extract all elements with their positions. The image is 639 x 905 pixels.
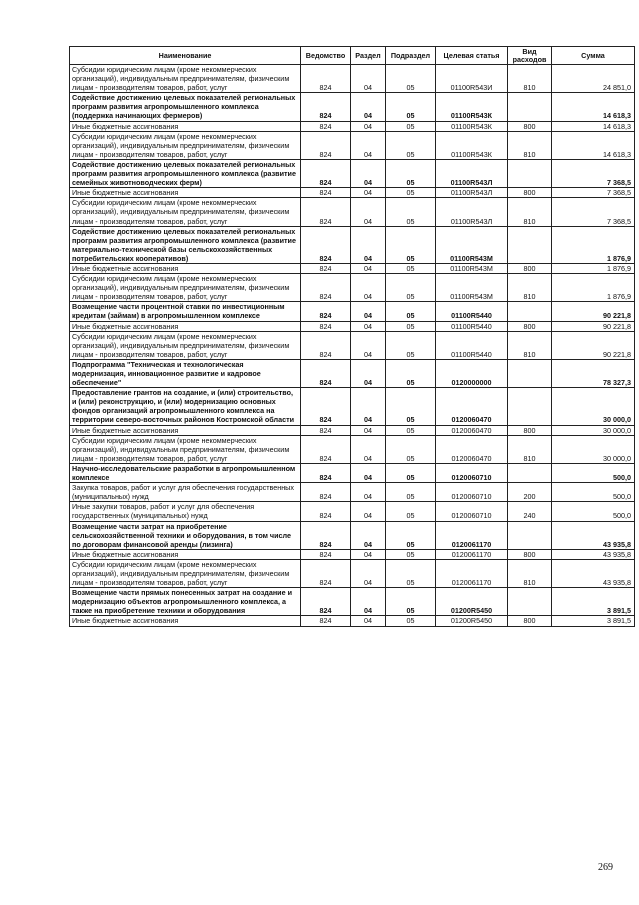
table-row <box>70 425 635 435</box>
cell-dept: 824 <box>301 331 351 359</box>
table-row <box>70 65 635 93</box>
cell-subsection: 05 <box>386 274 436 302</box>
table-row <box>70 188 635 198</box>
cell-target: 0120060710 <box>436 502 508 521</box>
cell-subsection: 05 <box>386 616 436 626</box>
table-row <box>70 302 635 321</box>
cell-subsection: 05 <box>386 121 436 131</box>
cell-subsection: 05 <box>386 198 436 226</box>
cell-name: Иные бюджетные ассигнования <box>70 263 301 273</box>
cell-exp-type: 810 <box>508 65 552 93</box>
cell-section: 04 <box>351 616 386 626</box>
table-row <box>70 93 635 121</box>
cell-dept: 824 <box>301 463 351 482</box>
cell-name: Возмещение части процентной ставки по инвестиционным кредитам (займам) в агропромышленном комплексе <box>70 302 301 321</box>
cell-subsection: 05 <box>386 388 436 425</box>
cell-sum: 14 618,3 <box>552 131 635 159</box>
cell-dept: 824 <box>301 502 351 521</box>
table-row <box>70 359 635 387</box>
cell-dept: 824 <box>301 359 351 387</box>
cell-target: 01100R543Л <box>436 159 508 187</box>
cell-sum: 7 368,5 <box>552 188 635 198</box>
cell-exp-type <box>508 159 552 187</box>
cell-subsection: 05 <box>386 559 436 587</box>
cell-name: Научно-исследовательские разработки в агропромышленном комплексе <box>70 463 301 482</box>
cell-sum: 90 221,8 <box>552 321 635 331</box>
cell-dept: 824 <box>301 188 351 198</box>
cell-exp-type: 800 <box>508 616 552 626</box>
cell-target: 01200R5450 <box>436 588 508 616</box>
table-row <box>70 502 635 521</box>
cell-subsection: 05 <box>386 131 436 159</box>
cell-exp-type <box>508 588 552 616</box>
header-target: Целевая статья <box>436 47 508 65</box>
cell-name: Закупка товаров, работ и услуг для обеспечения государственных (муниципальных) нужд <box>70 483 301 502</box>
cell-section: 04 <box>351 425 386 435</box>
cell-dept: 824 <box>301 388 351 425</box>
cell-dept: 824 <box>301 435 351 463</box>
cell-target: 01100R543К <box>436 121 508 131</box>
cell-target: 0120000000 <box>436 359 508 387</box>
cell-sum: 30 000,0 <box>552 435 635 463</box>
cell-subsection: 05 <box>386 302 436 321</box>
cell-sum: 3 891,5 <box>552 588 635 616</box>
cell-name: Иные бюджетные ассигнования <box>70 425 301 435</box>
cell-target: 0120060710 <box>436 463 508 482</box>
cell-section: 04 <box>351 502 386 521</box>
cell-name: Субсидии юридическим лицам (кроме некоммерческих организаций), индивидуальным предпринимателям, физическим лицам - производителям товаров, работ, услуг <box>70 274 301 302</box>
cell-exp-type: 200 <box>508 483 552 502</box>
cell-subsection: 05 <box>386 65 436 93</box>
cell-section: 04 <box>351 226 386 263</box>
cell-target: 01200R5450 <box>436 616 508 626</box>
cell-name: Субсидии юридическим лицам (кроме некоммерческих организаций), индивидуальным предпринимателям, физическим лицам - производителям товаров, работ, услуг <box>70 198 301 226</box>
cell-exp-type <box>508 302 552 321</box>
cell-sum: 7 368,5 <box>552 159 635 187</box>
cell-dept: 824 <box>301 549 351 559</box>
cell-target: 01100R5440 <box>436 331 508 359</box>
header-dept: Ведомство <box>301 47 351 65</box>
cell-target: 01100R543М <box>436 226 508 263</box>
cell-section: 04 <box>351 435 386 463</box>
cell-exp-type: 810 <box>508 559 552 587</box>
header-subsection: Подраздел <box>386 47 436 65</box>
cell-target: 01100R543К <box>436 131 508 159</box>
table-row <box>70 521 635 549</box>
cell-target: 01100R5440 <box>436 321 508 331</box>
cell-target: 0120060470 <box>436 425 508 435</box>
cell-sum: 30 000,0 <box>552 388 635 425</box>
cell-name: Содействие достижению целевых показателей региональных программ развития агропромышленного комплекса (развитие материально-технической базы сельскохозяйственных потребительских кооперативов) <box>70 226 301 263</box>
page-number: 269 <box>598 862 613 873</box>
table-row <box>70 274 635 302</box>
cell-section: 04 <box>351 188 386 198</box>
cell-name: Возмещение части затрат на приобретение сельскохозяйственной техники и оборудования, в том числе по договорам финансовой аренды (лизинга) <box>70 521 301 549</box>
cell-subsection: 05 <box>386 588 436 616</box>
cell-sum: 43 935,8 <box>552 549 635 559</box>
cell-section: 04 <box>351 302 386 321</box>
cell-name: Иные бюджетные ассигнования <box>70 188 301 198</box>
cell-name: Содействие достижению целевых показателей региональных программ развития агропромышленного комплекса (поддержка начинающих фермеров) <box>70 93 301 121</box>
table-row <box>70 198 635 226</box>
cell-name: Предоставление грантов на создание, и (или) строительство, и (или) реконструкцию, и (или) модернизацию основных фондов организаций агропромышленного комплекса на территории северо-восточных районов Костромской области <box>70 388 301 425</box>
cell-target: 0120061170 <box>436 521 508 549</box>
cell-name: Иные бюджетные ассигнования <box>70 549 301 559</box>
cell-subsection: 05 <box>386 93 436 121</box>
cell-subsection: 05 <box>386 435 436 463</box>
cell-target: 0120060470 <box>436 435 508 463</box>
cell-exp-type: 800 <box>508 121 552 131</box>
cell-dept: 824 <box>301 559 351 587</box>
cell-section: 04 <box>351 274 386 302</box>
cell-target: 01100R5440 <box>436 302 508 321</box>
cell-target: 01100R543Л <box>436 198 508 226</box>
cell-subsection: 05 <box>386 521 436 549</box>
cell-subsection: 05 <box>386 159 436 187</box>
cell-subsection: 05 <box>386 331 436 359</box>
cell-exp-type <box>508 388 552 425</box>
cell-exp-type: 810 <box>508 274 552 302</box>
cell-section: 04 <box>351 121 386 131</box>
cell-sum: 43 935,8 <box>552 559 635 587</box>
cell-exp-type: 240 <box>508 502 552 521</box>
cell-sum: 1 876,9 <box>552 274 635 302</box>
cell-section: 04 <box>351 198 386 226</box>
cell-dept: 824 <box>301 121 351 131</box>
cell-subsection: 05 <box>386 226 436 263</box>
cell-subsection: 05 <box>386 502 436 521</box>
cell-target: 01100R543Л <box>436 188 508 198</box>
cell-section: 04 <box>351 521 386 549</box>
cell-name: Иные закупки товаров, работ и услуг для обеспечения государственных (муниципальных) нужд <box>70 502 301 521</box>
cell-sum: 14 618,3 <box>552 121 635 131</box>
cell-name: Субсидии юридическим лицам (кроме некоммерческих организаций), индивидуальным предпринимателям, физическим лицам - производителям товаров, работ, услуг <box>70 65 301 93</box>
cell-subsection: 05 <box>386 463 436 482</box>
cell-dept: 824 <box>301 159 351 187</box>
cell-sum: 3 891,5 <box>552 616 635 626</box>
table-row <box>70 463 635 482</box>
cell-section: 04 <box>351 263 386 273</box>
cell-dept: 824 <box>301 483 351 502</box>
cell-target: 01100R543К <box>436 93 508 121</box>
cell-section: 04 <box>351 588 386 616</box>
cell-target: 01100R543И <box>436 65 508 93</box>
cell-exp-type: 800 <box>508 321 552 331</box>
table-row <box>70 226 635 263</box>
cell-sum: 500,0 <box>552 483 635 502</box>
cell-exp-type: 800 <box>508 549 552 559</box>
cell-sum: 43 935,8 <box>552 521 635 549</box>
cell-dept: 824 <box>301 425 351 435</box>
header-sum: Сумма <box>552 47 635 65</box>
cell-exp-type <box>508 463 552 482</box>
cell-exp-type: 800 <box>508 425 552 435</box>
cell-exp-type: 800 <box>508 263 552 273</box>
cell-section: 04 <box>351 359 386 387</box>
cell-target: 0120060710 <box>436 483 508 502</box>
cell-target: 01100R543М <box>436 263 508 273</box>
cell-section: 04 <box>351 331 386 359</box>
header-row <box>70 47 635 65</box>
cell-sum: 500,0 <box>552 463 635 482</box>
table-row <box>70 121 635 131</box>
cell-dept: 824 <box>301 65 351 93</box>
cell-dept: 824 <box>301 302 351 321</box>
cell-name: Субсидии юридическим лицам (кроме некоммерческих организаций), индивидуальным предпринимателям, физическим лицам - производителям товаров, работ, услуг <box>70 559 301 587</box>
cell-name: Возмещение части прямых понесенных затрат на создание и модернизацию объектов агропромышленного комплекса, а также на приобретение техники и оборудования <box>70 588 301 616</box>
cell-exp-type: 810 <box>508 435 552 463</box>
cell-section: 04 <box>351 65 386 93</box>
cell-exp-type <box>508 93 552 121</box>
header-exp-type: Вид расходов <box>508 47 552 65</box>
table-row <box>70 588 635 616</box>
table-body <box>70 65 635 627</box>
table-row <box>70 321 635 331</box>
cell-subsection: 05 <box>386 425 436 435</box>
cell-name: Субсидии юридическим лицам (кроме некоммерческих организаций), индивидуальным предпринимателям, физическим лицам - производителям товаров, работ, услуг <box>70 131 301 159</box>
cell-section: 04 <box>351 483 386 502</box>
cell-dept: 824 <box>301 588 351 616</box>
table-row <box>70 388 635 425</box>
cell-exp-type: 810 <box>508 198 552 226</box>
cell-exp-type <box>508 521 552 549</box>
cell-exp-type: 810 <box>508 331 552 359</box>
cell-dept: 824 <box>301 263 351 273</box>
cell-target: 0120061170 <box>436 559 508 587</box>
cell-dept: 824 <box>301 198 351 226</box>
header-name: Наименование <box>70 47 301 65</box>
cell-exp-type <box>508 226 552 263</box>
cell-name: Субсидии юридическим лицам (кроме некоммерческих организаций), индивидуальным предпринимателям, физическим лицам - производителям товаров, работ, услуг <box>70 435 301 463</box>
table-row <box>70 483 635 502</box>
cell-subsection: 05 <box>386 359 436 387</box>
cell-subsection: 05 <box>386 549 436 559</box>
table-row <box>70 159 635 187</box>
table-row <box>70 549 635 559</box>
cell-sum: 78 327,3 <box>552 359 635 387</box>
cell-dept: 824 <box>301 616 351 626</box>
table-row <box>70 616 635 626</box>
table-row <box>70 435 635 463</box>
cell-section: 04 <box>351 131 386 159</box>
cell-dept: 824 <box>301 321 351 331</box>
cell-target: 0120060470 <box>436 388 508 425</box>
cell-sum: 500,0 <box>552 502 635 521</box>
table-row <box>70 263 635 273</box>
cell-name: Иные бюджетные ассигнования <box>70 321 301 331</box>
header-section: Раздел <box>351 47 386 65</box>
cell-dept: 824 <box>301 521 351 549</box>
cell-subsection: 05 <box>386 483 436 502</box>
cell-sum: 1 876,9 <box>552 263 635 273</box>
cell-subsection: 05 <box>386 263 436 273</box>
cell-section: 04 <box>351 321 386 331</box>
cell-sum: 24 851,0 <box>552 65 635 93</box>
cell-name: Подпрограмма "Техническая и технологическая модернизация, инновационное развитие и кадровое обеспечение" <box>70 359 301 387</box>
cell-sum: 1 876,9 <box>552 226 635 263</box>
table-row <box>70 131 635 159</box>
cell-name: Содействие достижению целевых показателей региональных программ развития агропромышленного комплекса (развитие семейных животноводческих ферм) <box>70 159 301 187</box>
cell-section: 04 <box>351 93 386 121</box>
cell-section: 04 <box>351 159 386 187</box>
cell-sum: 90 221,8 <box>552 331 635 359</box>
cell-target: 01100R543М <box>436 274 508 302</box>
cell-name: Субсидии юридическим лицам (кроме некоммерческих организаций), индивидуальным предпринимателям, физическим лицам - производителям товаров, работ, услуг <box>70 331 301 359</box>
cell-sum: 7 368,5 <box>552 198 635 226</box>
cell-section: 04 <box>351 559 386 587</box>
cell-dept: 824 <box>301 93 351 121</box>
cell-exp-type: 810 <box>508 131 552 159</box>
cell-exp-type: 800 <box>508 188 552 198</box>
cell-sum: 14 618,3 <box>552 93 635 121</box>
cell-target: 0120061170 <box>436 549 508 559</box>
cell-section: 04 <box>351 549 386 559</box>
cell-sum: 90 221,8 <box>552 302 635 321</box>
budget-table <box>69 46 635 627</box>
cell-name: Иные бюджетные ассигнования <box>70 121 301 131</box>
cell-dept: 824 <box>301 131 351 159</box>
cell-section: 04 <box>351 463 386 482</box>
cell-exp-type <box>508 359 552 387</box>
cell-section: 04 <box>351 388 386 425</box>
cell-name: Иные бюджетные ассигнования <box>70 616 301 626</box>
cell-sum: 30 000,0 <box>552 425 635 435</box>
cell-subsection: 05 <box>386 188 436 198</box>
budget-table-sheet <box>69 46 634 627</box>
table-row <box>70 559 635 587</box>
cell-subsection: 05 <box>386 321 436 331</box>
table-row <box>70 331 635 359</box>
cell-dept: 824 <box>301 226 351 263</box>
cell-dept: 824 <box>301 274 351 302</box>
